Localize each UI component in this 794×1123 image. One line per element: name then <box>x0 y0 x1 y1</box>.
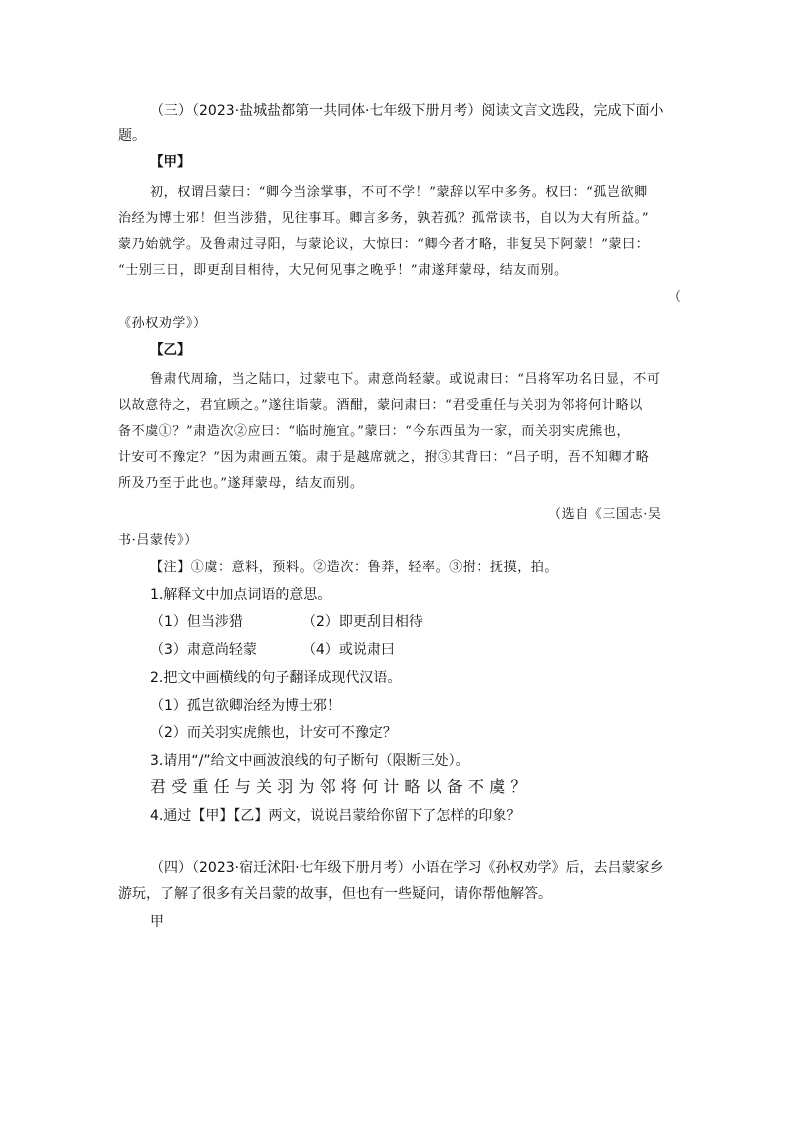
question-3: 3.请用“/”给文中画波浪线的句子断句（限断三处）。 <box>150 753 470 769</box>
question-2: 2.把文中画横线的句子翻译成现代汉语。 <box>150 670 402 686</box>
yi-line-5: 所及乃至于此也。”遂拜蒙母，结友而别。 <box>118 476 364 491</box>
annotation-note: 【注】①虞：意料，预料。②造次：鲁莽，轻率。③拊：抚摸，拍。 <box>150 560 559 575</box>
yi-source-line1: （选自《三国志·吴 <box>548 507 662 522</box>
q2-item-2: （2）而关羽实虎熊也，计安可不豫定？ <box>150 725 397 741</box>
q1-item-2: （2）即更刮目相待 <box>302 614 423 630</box>
yi-label: 【乙】 <box>150 342 191 358</box>
yi-line-2: 以故意待之，君宜顾之。”遂往诣蒙。酒酣，蒙问肃曰：“君受重任与关羽为邻将何计略以 <box>118 398 643 413</box>
q1-item-1: （1）但当涉猎 <box>150 614 243 630</box>
jia-line-1: 初，权谓吕蒙曰：“卿今当涂掌事，不可不学！”蒙辞以军中多务。权曰：“孤岂欲卿 <box>150 185 648 200</box>
jia-source: 《孙权劝学》） <box>118 316 207 331</box>
yi-line-1: 鲁肃代周瑜，当之陆口，过蒙屯下。肃意尚轻蒙。或说肃曰：“吕将军功名日显，不可 <box>150 372 661 387</box>
yi-line-3: 备不虞①？”肃造次②应曰：“临时施宜。”蒙曰：“今东西虽为一家，而关羽实虎熊也， <box>118 424 631 439</box>
q2-item-1: （1）孤岂欲卿治经为博士邪！ <box>150 698 341 714</box>
section4-jia-label: 甲 <box>150 914 164 930</box>
jia-line-2: 治经为博士邪！但当涉猎，见往事耳。卿言多务，孰若孤？孤常读书，自以为大有所益。” <box>118 211 650 226</box>
jia-line-4: “士别三日，即更刮目相待，大兄何见事之晚乎！”肃遂拜蒙母，结友而别。 <box>118 263 568 278</box>
question-4: 4.通过【甲】【乙】两文，说说吕蒙给你留下了怎样的印象？ <box>150 808 521 824</box>
yi-line-4: 计安可不豫定？”因为肃画五策。肃于是越席就之，拊③其背曰：“吕子明，吾不知卿才略 <box>118 450 650 465</box>
question-1: 1.解释文中加点词语的意思。 <box>150 587 332 603</box>
yi-source-line2: 书·吕蒙传》） <box>118 533 198 548</box>
jia-line-3: 蒙乃始就学。及鲁肃过寻阳，与蒙论议，大惊曰：“卿今者才略，非复吴下阿蒙！”蒙曰： <box>118 237 650 252</box>
jia-label: 【甲】 <box>150 154 191 170</box>
q1-item-3: （3）肃意尚轻蒙 <box>150 642 257 658</box>
section4-intro-line1: （四）（2023·宿迁沭阳·七年级下册月考）小语在学习《孙权劝学》后，去吕蒙家乡 <box>150 860 664 876</box>
section3-intro-line1: （三）（2023·盐城盐都第一共同体·七年级下册月考）阅读文言文选段，完成下面小 <box>150 103 664 119</box>
q1-item-4: （4）或说肃曰 <box>302 642 395 658</box>
q3-sentence: 君受重任与关羽为邻将何计略以备不虞？ <box>150 777 532 796</box>
section4-intro-line2: 游玩，了解了很多有关吕蒙的故事，但也有一些疑问，请你帮他解答。 <box>118 886 552 902</box>
jia-source-paren: （ <box>668 290 682 305</box>
section3-intro-line2: 题。 <box>118 128 146 144</box>
